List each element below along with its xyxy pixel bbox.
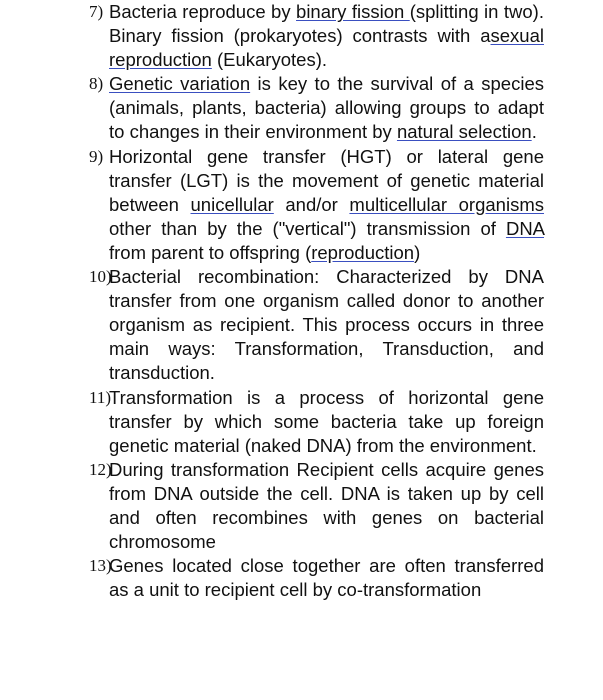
text-segment: and/or — [273, 193, 350, 215]
numbered-list — [89, 0, 544, 602]
text-segment: Bacterial recombination: Characterized by DNA transfer from one organism called donor to another organism as recipient. This process occurs in three main ways: Transformation, Transduction, and transduction. — [109, 266, 544, 384]
text-segment: . — [531, 121, 537, 143]
text-segment: is key to the survival of a species (animals, plants, bacteria) allowing groups to adapt to changes in their environment by — [109, 73, 544, 143]
text-segment: (splitting in two). Binary fission (prokaryotes) contrasts with a — [109, 1, 544, 47]
text-segment: from parent to offspring ( — [109, 241, 312, 263]
link-natural-selection[interactable]: natural selection — [396, 121, 532, 143]
link-multicellular-organisms[interactable]: multicellular organisms — [349, 193, 544, 215]
list-item-13 — [89, 554, 544, 602]
text-segment: During transformation Recipient cells acquire genes from DNA outside the cell. DNA is taken up by cell and often recombines with genes on bacterial chromosome — [109, 458, 544, 553]
link-genetic-variation[interactable]: Genetic variation — [109, 73, 251, 95]
item-number: 11) — [89, 387, 112, 407]
item-number: 10) — [89, 267, 112, 287]
text-segment: Genes located close together are often transferred as a unit to recipient cell by co-transformation — [109, 555, 544, 601]
list-item-7 — [89, 0, 544, 72]
text-segment: ) — [414, 241, 421, 263]
list-item-10 — [89, 265, 544, 385]
item-number: 12) — [89, 459, 112, 479]
text-segment: Horizontal gene transfer (HGT) or lateral gene transfer (LGT) is the movement of genetic material between — [109, 145, 544, 215]
link-sexual-reproduction[interactable]: sexual reproduction — [109, 25, 544, 71]
item-number: 13) — [89, 556, 112, 576]
item-number: 9) — [89, 146, 104, 166]
link-dna[interactable]: DNA — [505, 217, 544, 239]
list-item-9 — [89, 145, 544, 265]
text-segment: Bacteria reproduce by — [109, 1, 297, 22]
text-segment: other than by the ("vertical") transmission of — [109, 217, 506, 239]
link-unicellular[interactable]: unicellular — [190, 193, 274, 215]
list-item-11 — [89, 386, 544, 458]
link-reproduction[interactable]: reproduction — [311, 241, 415, 263]
link-binary-fission[interactable]: binary fission — [296, 1, 410, 22]
text-segment: (Eukaryotes). — [211, 49, 327, 71]
text-segment: Transformation is a process of horizontal gene transfer by which some bacteria take up foreign genetic material (naked DNA) from the environment. — [109, 386, 544, 456]
list-item-8 — [89, 72, 544, 144]
list-item-12 — [89, 458, 544, 554]
item-number: 7) — [89, 2, 104, 21]
item-number: 8) — [89, 74, 104, 94]
